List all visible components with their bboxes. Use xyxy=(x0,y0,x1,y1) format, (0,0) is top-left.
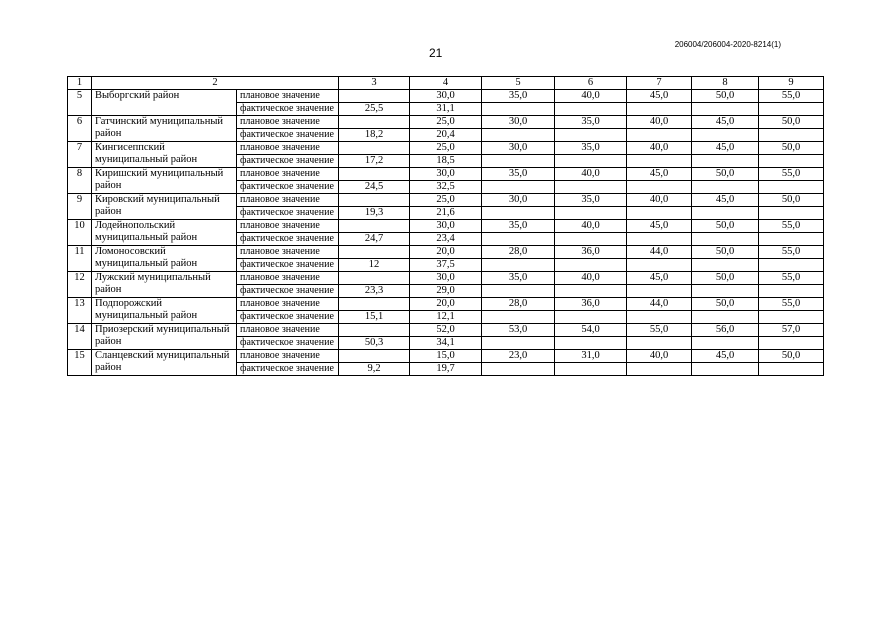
fact-value-cell xyxy=(482,285,555,298)
fact-value-cell: 24,7 xyxy=(339,233,410,246)
plan-value-cell: 20,0 xyxy=(410,298,482,311)
header-cell: 6 xyxy=(555,77,627,90)
fact-value-cell xyxy=(759,259,824,272)
table-row-plan xyxy=(68,220,824,233)
fact-value-cell xyxy=(555,233,627,246)
fact-value-cell: 25,5 xyxy=(339,103,410,116)
plan-value-cell: 25,0 xyxy=(410,194,482,207)
district-name: Лужский муниципальный район xyxy=(92,272,237,298)
plan-label: плановое значение xyxy=(237,90,339,103)
fact-value-cell: 34,1 xyxy=(410,337,482,350)
fact-value-cell xyxy=(482,155,555,168)
fact-value-cell xyxy=(555,129,627,142)
row-number: 7 xyxy=(68,142,92,168)
fact-value-cell xyxy=(555,155,627,168)
plan-value-cell: 35,0 xyxy=(482,220,555,233)
fact-label: фактическое значение xyxy=(237,363,339,376)
header-cell: 9 xyxy=(759,77,824,90)
fact-value-cell xyxy=(482,363,555,376)
fact-value-cell xyxy=(759,311,824,324)
plan-label: плановое значение xyxy=(237,324,339,337)
plan-value-cell: 50,0 xyxy=(692,246,759,259)
plan-value-cell: 50,0 xyxy=(692,90,759,103)
fact-value-cell xyxy=(692,155,759,168)
fact-value-cell: 29,0 xyxy=(410,285,482,298)
plan-value-cell xyxy=(339,350,410,363)
fact-value-cell: 23,3 xyxy=(339,285,410,298)
plan-value-cell: 50,0 xyxy=(759,350,824,363)
plan-value-cell: 25,0 xyxy=(410,116,482,129)
plan-value-cell: 40,0 xyxy=(627,194,692,207)
header-row xyxy=(68,77,824,90)
table-row-plan xyxy=(68,298,824,311)
district-name: Сланцевский муниципальный район xyxy=(92,350,237,376)
fact-value-cell xyxy=(759,181,824,194)
fact-label: фактическое значение xyxy=(237,311,339,324)
table-row-plan xyxy=(68,90,824,103)
plan-value-cell xyxy=(339,90,410,103)
plan-value-cell: 40,0 xyxy=(627,116,692,129)
row-number: 5 xyxy=(68,90,92,116)
plan-value-cell: 30,0 xyxy=(410,90,482,103)
fact-value-cell: 12,1 xyxy=(410,311,482,324)
plan-value-cell: 30,0 xyxy=(482,194,555,207)
plan-value-cell: 30,0 xyxy=(410,220,482,233)
plan-value-cell: 54,0 xyxy=(555,324,627,337)
plan-value-cell: 50,0 xyxy=(759,116,824,129)
indicator-table xyxy=(67,76,824,376)
fact-value-cell xyxy=(555,181,627,194)
fact-value-cell xyxy=(482,181,555,194)
fact-value-cell: 21,6 xyxy=(410,207,482,220)
fact-value-cell xyxy=(627,129,692,142)
fact-value-cell: 23,4 xyxy=(410,233,482,246)
row-number: 11 xyxy=(68,246,92,272)
fact-value-cell: 31,1 xyxy=(410,103,482,116)
fact-value-cell: 12 xyxy=(339,259,410,272)
fact-value-cell xyxy=(555,363,627,376)
document-code: 206004/206004-2020-8214(1) xyxy=(674,40,781,49)
fact-value-cell xyxy=(555,207,627,220)
fact-value-cell xyxy=(482,311,555,324)
row-number: 15 xyxy=(68,350,92,376)
fact-value-cell xyxy=(555,285,627,298)
fact-value-cell xyxy=(482,207,555,220)
fact-value-cell xyxy=(692,311,759,324)
fact-value-cell xyxy=(482,129,555,142)
table-row-plan xyxy=(68,142,824,155)
plan-value-cell: 45,0 xyxy=(692,142,759,155)
table-row-plan xyxy=(68,194,824,207)
fact-value-cell xyxy=(482,259,555,272)
fact-label: фактическое значение xyxy=(237,129,339,142)
plan-label: плановое значение xyxy=(237,298,339,311)
fact-value-cell xyxy=(627,155,692,168)
plan-value-cell: 35,0 xyxy=(482,168,555,181)
plan-value-cell xyxy=(339,298,410,311)
fact-value-cell xyxy=(627,285,692,298)
plan-value-cell: 44,0 xyxy=(627,298,692,311)
plan-value-cell: 40,0 xyxy=(555,168,627,181)
plan-value-cell: 55,0 xyxy=(759,246,824,259)
row-number: 10 xyxy=(68,220,92,246)
plan-value-cell xyxy=(339,116,410,129)
fact-label: фактическое значение xyxy=(237,181,339,194)
table-row-plan xyxy=(68,116,824,129)
fact-value-cell xyxy=(759,363,824,376)
fact-value-cell xyxy=(627,233,692,246)
plan-value-cell: 40,0 xyxy=(627,350,692,363)
plan-label: плановое значение xyxy=(237,194,339,207)
plan-value-cell: 35,0 xyxy=(482,272,555,285)
fact-value-cell: 20,4 xyxy=(410,129,482,142)
plan-value-cell xyxy=(339,194,410,207)
plan-value-cell: 55,0 xyxy=(759,272,824,285)
table-row-plan xyxy=(68,246,824,259)
plan-value-cell: 45,0 xyxy=(627,168,692,181)
fact-value-cell: 24,5 xyxy=(339,181,410,194)
plan-value-cell: 30,0 xyxy=(410,272,482,285)
fact-value-cell xyxy=(759,129,824,142)
plan-value-cell xyxy=(339,246,410,259)
fact-value-cell xyxy=(627,207,692,220)
fact-value-cell xyxy=(627,181,692,194)
fact-label: фактическое значение xyxy=(237,207,339,220)
plan-value-cell: 28,0 xyxy=(482,298,555,311)
fact-value-cell xyxy=(692,337,759,350)
header-cell: 3 xyxy=(339,77,410,90)
fact-value-cell: 9,2 xyxy=(339,363,410,376)
plan-value-cell: 55,0 xyxy=(627,324,692,337)
plan-value-cell: 35,0 xyxy=(482,90,555,103)
district-name: Кировский муниципальный район xyxy=(92,194,237,220)
fact-value-cell xyxy=(627,337,692,350)
district-name: Киришский муниципальный район xyxy=(92,168,237,194)
plan-value-cell: 55,0 xyxy=(759,168,824,181)
plan-value-cell: 35,0 xyxy=(555,142,627,155)
plan-value-cell: 50,0 xyxy=(692,298,759,311)
header-cell: 7 xyxy=(627,77,692,90)
plan-value-cell xyxy=(339,324,410,337)
plan-label: плановое значение xyxy=(237,246,339,259)
plan-value-cell: 45,0 xyxy=(627,272,692,285)
fact-value-cell xyxy=(759,103,824,116)
plan-value-cell: 55,0 xyxy=(759,298,824,311)
table-body xyxy=(68,77,824,376)
plan-value-cell: 50,0 xyxy=(692,272,759,285)
plan-value-cell: 44,0 xyxy=(627,246,692,259)
plan-value-cell: 36,0 xyxy=(555,246,627,259)
plan-value-cell: 30,0 xyxy=(410,168,482,181)
fact-label: фактическое значение xyxy=(237,285,339,298)
fact-label: фактическое значение xyxy=(237,103,339,116)
page-number: 21 xyxy=(429,46,443,60)
fact-value-cell xyxy=(692,207,759,220)
plan-value-cell: 30,0 xyxy=(482,142,555,155)
plan-value-cell: 40,0 xyxy=(555,272,627,285)
header-cell: 2 xyxy=(92,77,339,90)
plan-value-cell: 15,0 xyxy=(410,350,482,363)
fact-value-cell: 19,7 xyxy=(410,363,482,376)
plan-value-cell: 55,0 xyxy=(759,90,824,103)
district-name: Приозерский муниципальный район xyxy=(92,324,237,350)
plan-value-cell: 56,0 xyxy=(692,324,759,337)
fact-value-cell xyxy=(692,233,759,246)
district-name: Подпорожский муниципальный район xyxy=(92,298,237,324)
district-name: Выборгский район xyxy=(92,90,237,116)
plan-value-cell xyxy=(339,142,410,155)
fact-value-cell: 32,5 xyxy=(410,181,482,194)
row-number: 14 xyxy=(68,324,92,350)
fact-value-cell: 18,2 xyxy=(339,129,410,142)
header-cell: 1 xyxy=(68,77,92,90)
plan-value-cell: 35,0 xyxy=(555,194,627,207)
fact-value-cell: 37,5 xyxy=(410,259,482,272)
fact-value-cell xyxy=(627,311,692,324)
plan-value-cell: 40,0 xyxy=(555,220,627,233)
fact-value-cell xyxy=(759,285,824,298)
plan-value-cell xyxy=(339,168,410,181)
fact-value-cell xyxy=(482,233,555,246)
fact-value-cell xyxy=(482,103,555,116)
fact-label: фактическое значение xyxy=(237,337,339,350)
fact-label: фактическое значение xyxy=(237,155,339,168)
fact-value-cell xyxy=(759,207,824,220)
row-number: 9 xyxy=(68,194,92,220)
table-row-plan xyxy=(68,324,824,337)
fact-value-cell: 18,5 xyxy=(410,155,482,168)
plan-value-cell: 50,0 xyxy=(759,194,824,207)
plan-value-cell: 50,0 xyxy=(692,168,759,181)
fact-value-cell xyxy=(692,285,759,298)
district-name: Кингисеппский муниципальный район xyxy=(92,142,237,168)
header-cell: 8 xyxy=(692,77,759,90)
plan-value-cell: 25,0 xyxy=(410,142,482,155)
fact-value-cell: 15,1 xyxy=(339,311,410,324)
district-name: Лодейнопольский муниципальный район xyxy=(92,220,237,246)
plan-value-cell: 45,0 xyxy=(627,90,692,103)
fact-value-cell xyxy=(627,103,692,116)
district-name: Гатчинский муниципальный район xyxy=(92,116,237,142)
table-row-plan xyxy=(68,350,824,363)
plan-label: плановое значение xyxy=(237,220,339,233)
fact-value-cell xyxy=(692,363,759,376)
fact-value-cell xyxy=(692,259,759,272)
plan-label: плановое значение xyxy=(237,168,339,181)
plan-label: плановое значение xyxy=(237,116,339,129)
plan-value-cell: 40,0 xyxy=(627,142,692,155)
fact-value-cell xyxy=(759,155,824,168)
plan-value-cell: 30,0 xyxy=(482,116,555,129)
plan-value-cell: 50,0 xyxy=(759,142,824,155)
plan-label: плановое значение xyxy=(237,272,339,285)
plan-label: плановое значение xyxy=(237,350,339,363)
district-name: Ломоносовский муниципальный район xyxy=(92,246,237,272)
plan-value-cell: 36,0 xyxy=(555,298,627,311)
plan-value-cell: 57,0 xyxy=(759,324,824,337)
fact-value-cell xyxy=(692,181,759,194)
plan-value-cell xyxy=(339,220,410,233)
row-number: 8 xyxy=(68,168,92,194)
fact-value-cell: 19,3 xyxy=(339,207,410,220)
plan-value-cell: 45,0 xyxy=(692,194,759,207)
fact-label: фактическое значение xyxy=(237,259,339,272)
plan-value-cell: 45,0 xyxy=(627,220,692,233)
table-row-plan xyxy=(68,272,824,285)
fact-value-cell xyxy=(692,103,759,116)
fact-value-cell xyxy=(482,337,555,350)
fact-value-cell xyxy=(555,259,627,272)
plan-value-cell: 40,0 xyxy=(555,90,627,103)
header-cell: 4 xyxy=(410,77,482,90)
plan-value-cell: 45,0 xyxy=(692,350,759,363)
plan-value-cell: 52,0 xyxy=(410,324,482,337)
plan-value-cell: 23,0 xyxy=(482,350,555,363)
plan-value-cell: 53,0 xyxy=(482,324,555,337)
plan-value-cell: 50,0 xyxy=(692,220,759,233)
plan-value-cell: 20,0 xyxy=(410,246,482,259)
fact-value-cell xyxy=(555,311,627,324)
header-cell: 5 xyxy=(482,77,555,90)
row-number: 12 xyxy=(68,272,92,298)
row-number: 6 xyxy=(68,116,92,142)
fact-value-cell xyxy=(627,259,692,272)
fact-value-cell xyxy=(555,337,627,350)
plan-label: плановое значение xyxy=(237,142,339,155)
plan-value-cell: 55,0 xyxy=(759,220,824,233)
plan-value-cell: 31,0 xyxy=(555,350,627,363)
fact-value-cell xyxy=(759,337,824,350)
fact-value-cell xyxy=(692,129,759,142)
plan-value-cell: 45,0 xyxy=(692,116,759,129)
fact-value-cell: 17,2 xyxy=(339,155,410,168)
plan-value-cell xyxy=(339,272,410,285)
table-row-plan xyxy=(68,168,824,181)
plan-value-cell: 35,0 xyxy=(555,116,627,129)
row-number: 13 xyxy=(68,298,92,324)
fact-value-cell xyxy=(627,363,692,376)
plan-value-cell: 28,0 xyxy=(482,246,555,259)
fact-value-cell xyxy=(759,233,824,246)
fact-value-cell: 50,3 xyxy=(339,337,410,350)
fact-value-cell xyxy=(555,103,627,116)
fact-label: фактическое значение xyxy=(237,233,339,246)
